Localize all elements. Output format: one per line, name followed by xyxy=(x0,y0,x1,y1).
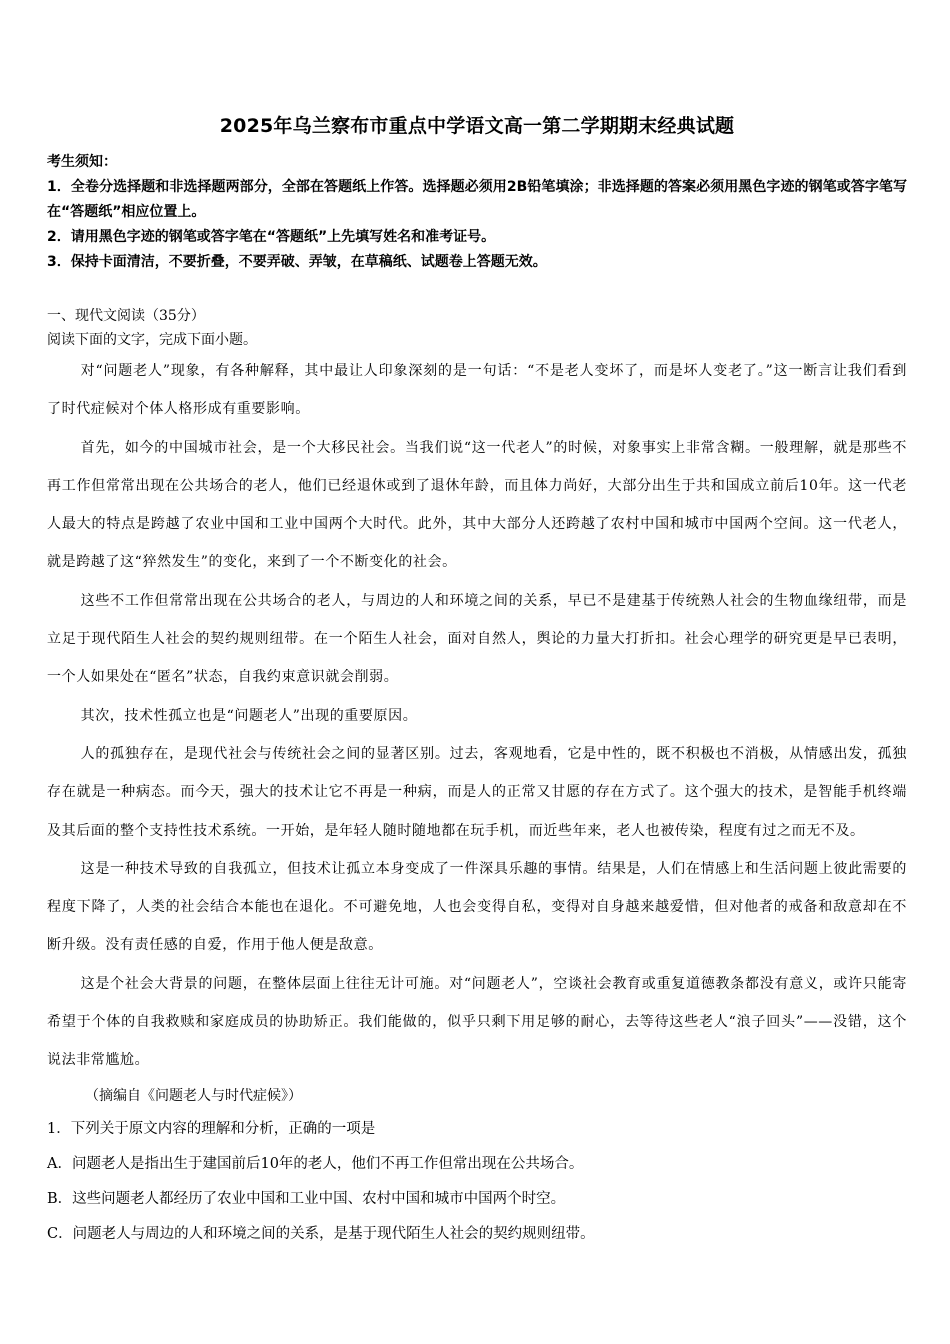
exam-page xyxy=(47,112,907,1252)
passage-paragraph-6: 这是一种技术导致的自我孤立，但技术让孤立本身变成了一件深具乐趣的事情。结果是，人们在情感上和生活问题上彼此需要的程度下降了，人类的社会结合本能也在退化。不可避免地，人也会变得自私，变得对自身越来越爱惜，但对他者的戒备和敌意却在不断升级。没有责任感的自爱，作用于他人便是敌意。 xyxy=(47,860,907,954)
question-1-stem: 1．下列关于原文内容的理解和分析，正确的一项是 xyxy=(47,1120,376,1137)
notice-item-1: 1．全卷分选择题和非选择题两部分，全部在答题纸上作答。选择题必须用2B铅笔填涂；非选择题的答案必须用黑色字迹的钢笔或答字笔写在“答题纸”相应位置上。 xyxy=(47,179,907,220)
reading-section xyxy=(47,304,907,1252)
question-1 xyxy=(47,1112,907,1252)
passage-paragraph-2: 首先，如今的中国城市社会，是一个大移民社会。当我们说“这一代老人”的时候，对象事实上非常含糊。一般理解，就是那些不再工作但常常出现在公共场合的老人，他们已经退休或到了退休年龄，而且体力尚好，大部分出生于共和国成立前后10年。这一代老人最大的特点是跨越了农业中国和工业中国两个大时代。此外，其中大部分人还跨越了农村中国和城市中国两个空间。这一代老人，就是跨越了这“猝然发生”的变化，来到了一个不断变化的社会。 xyxy=(47,439,907,571)
passage-paragraph-7: 这是个社会大背景的问题，在整体层面上往往无计可施。对“问题老人”，空谈社会教育或重复道德教条都没有意义，或许只能寄希望于个体的自我救赎和家庭成员的协助矫正。我们能做的，似乎只剩下用足够的耐心，去等待这些老人“浪子回头”——没错，这个说法非常尴尬。 xyxy=(47,975,907,1069)
question-1-option-c: C．问题老人与周边的人和环境之间的关系，是基于现代陌生人社会的契约规则纽带。 xyxy=(47,1225,595,1242)
page-title: 2025年乌兰察布市重点中学语文高一第二学期期末经典试题 xyxy=(219,115,735,137)
question-1-option-b: B．这些问题老人都经历了农业中国和工业中国、农村中国和城市中国两个时空。 xyxy=(47,1190,566,1207)
passage-paragraph-4: 其次，技术性孤立也是“问题老人”出现的重要原因。 xyxy=(80,707,418,724)
passage-paragraph-5: 人的孤独存在，是现代社会与传统社会之间的显著区别。过去，客观地看，它是中性的，既不积极也不消极，从情感出发，孤独存在就是一种病态。而今天，强大的技术让它不再是一种病，而是人的正常又甘愿的存在方式了。这个强大的技术，是智能手机终端及其后面的整个支持性技术系统。一开始，是年轻人随时随地都在玩手机，而近些年来，老人也被传染，程度有过之而无不及。 xyxy=(47,745,907,839)
passage-paragraph-3: 这些不工作但常常出现在公共场合的老人，与周边的人和环境之间的关系，早已不是建基于传统熟人社会的生物血缘纽带，而是立足于现代陌生人社会的契约规则纽带。在一个陌生人社会，面对自然人，舆论的力量大打折扣。社会心理学的研究更是早已表明，一个人如果处在“匿名”状态，自我约束意识就会削弱。 xyxy=(47,592,907,686)
notice-block xyxy=(47,150,907,275)
notice-heading: 考生须知： xyxy=(47,154,117,170)
section-heading: 一、现代文阅读（35分） xyxy=(47,308,205,324)
passage xyxy=(47,352,907,1112)
notice-item-3: 3．保持卡面清洁，不要折叠，不要弄破、弄皱，在草稿纸、试题卷上答题无效。 xyxy=(47,254,547,270)
question-1-option-a: A．问题老人是指出生于建国前后10年的老人，他们不再工作但常出现在公共场合。 xyxy=(47,1155,584,1172)
section-intro: 阅读下面的文字，完成下面小题。 xyxy=(47,332,257,348)
notice-item-2: 2．请用黑色字迹的钢笔或答字笔在“答题纸”上先填写姓名和准考证号。 xyxy=(47,229,496,245)
passage-source: （摘编自《问题老人与时代症候》） xyxy=(85,1087,302,1104)
passage-paragraph-1: 对“问题老人”现象，有各种解释，其中最让人印象深刻的是一句话：“不是老人变坏了，而是坏人变老了。”这一断言让我们看到了时代症候对个体人格形成有重要影响。 xyxy=(47,363,907,418)
